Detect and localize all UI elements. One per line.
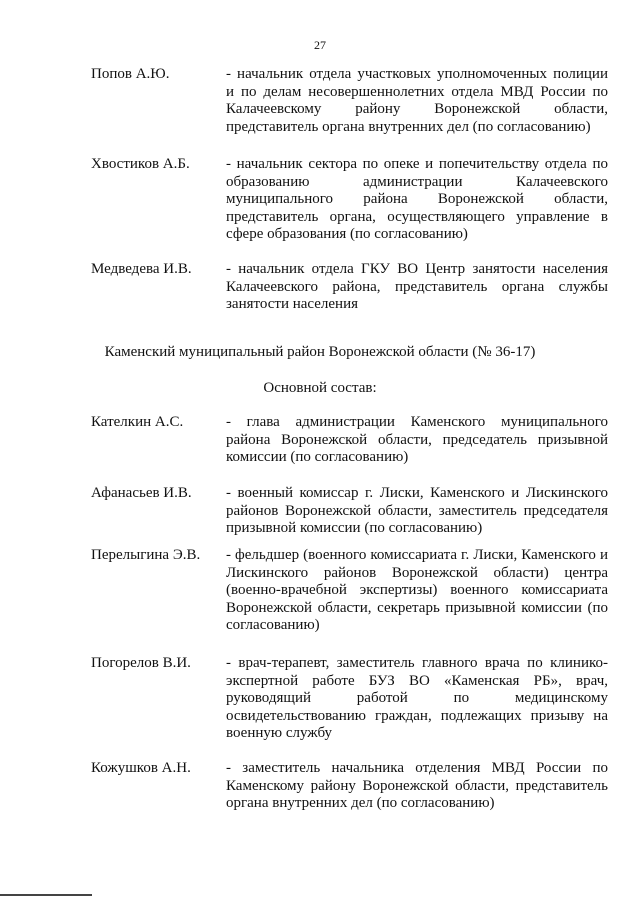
member-name: Хвостиков А.Б. xyxy=(91,156,190,172)
member-name: Попов А.Ю. xyxy=(91,66,170,82)
member-name: Афанасьев И.В. xyxy=(91,485,192,501)
footer-divider xyxy=(0,894,92,896)
member-role: - начальник отдела участковых уполномоченных полиции и по делам несовершеннолетних отдела МВД России по Калачеевскому району Воронежской области, представитель органа внутренних дел (по согласованию) xyxy=(226,66,608,135)
member-name: Медведева И.В. xyxy=(91,261,192,277)
member-name: Перелыгина Э.В. xyxy=(91,547,201,563)
member-role: - начальник отдела ГКУ ВО Центр занятости населения Калачеевского района, представитель органа службы занятости населения xyxy=(226,261,608,312)
member-name: Погорелов В.И. xyxy=(91,655,191,671)
member-name: Кателкин А.С. xyxy=(91,414,184,430)
member-name: Кожушков А.Н. xyxy=(91,760,191,776)
composition-heading: Основной состав: xyxy=(263,380,377,396)
page-number: 27 xyxy=(314,38,326,52)
member-role: - врач-терапевт, заместитель главного врача по клинико-экспертной работе БУЗ ВО «Каменская РБ», врач, руководящий работой по медицинскому освидетельствованию граждан, подлежащих призыву на военную службу xyxy=(226,655,608,741)
member-role: - заместитель начальника отделения МВД России по Каменскому району Воронежской области, представитель органа внутренних дел (по согласованию) xyxy=(226,760,608,811)
member-role: - фельдшер (военного комиссариата г. Лиски, Каменского и Лискинского районов Воронежской области) центра (военно-врачебной экспертизы) военного комиссариата Воронежской области, секретарь призывной комиссии (по согласованию) xyxy=(226,547,608,633)
district-heading: Каменский муниципальный район Воронежской области (№ 36-17) xyxy=(104,344,536,360)
member-role: - начальник сектора по опеке и попечительству отдела по образованию администрации Калачеевского муниципального района Воронежской области, представитель органа, осуществляющего управление в сфере образования (по согласованию) xyxy=(226,156,608,242)
member-role: - глава администрации Каменского муниципального района Воронежской области, председатель призывной комиссии (по согласованию) xyxy=(226,414,608,465)
member-role: - военный комиссар г. Лиски, Каменского и Лискинского районов Воронежской области, заместитель председателя призывной комиссии (по согласованию) xyxy=(226,485,608,536)
